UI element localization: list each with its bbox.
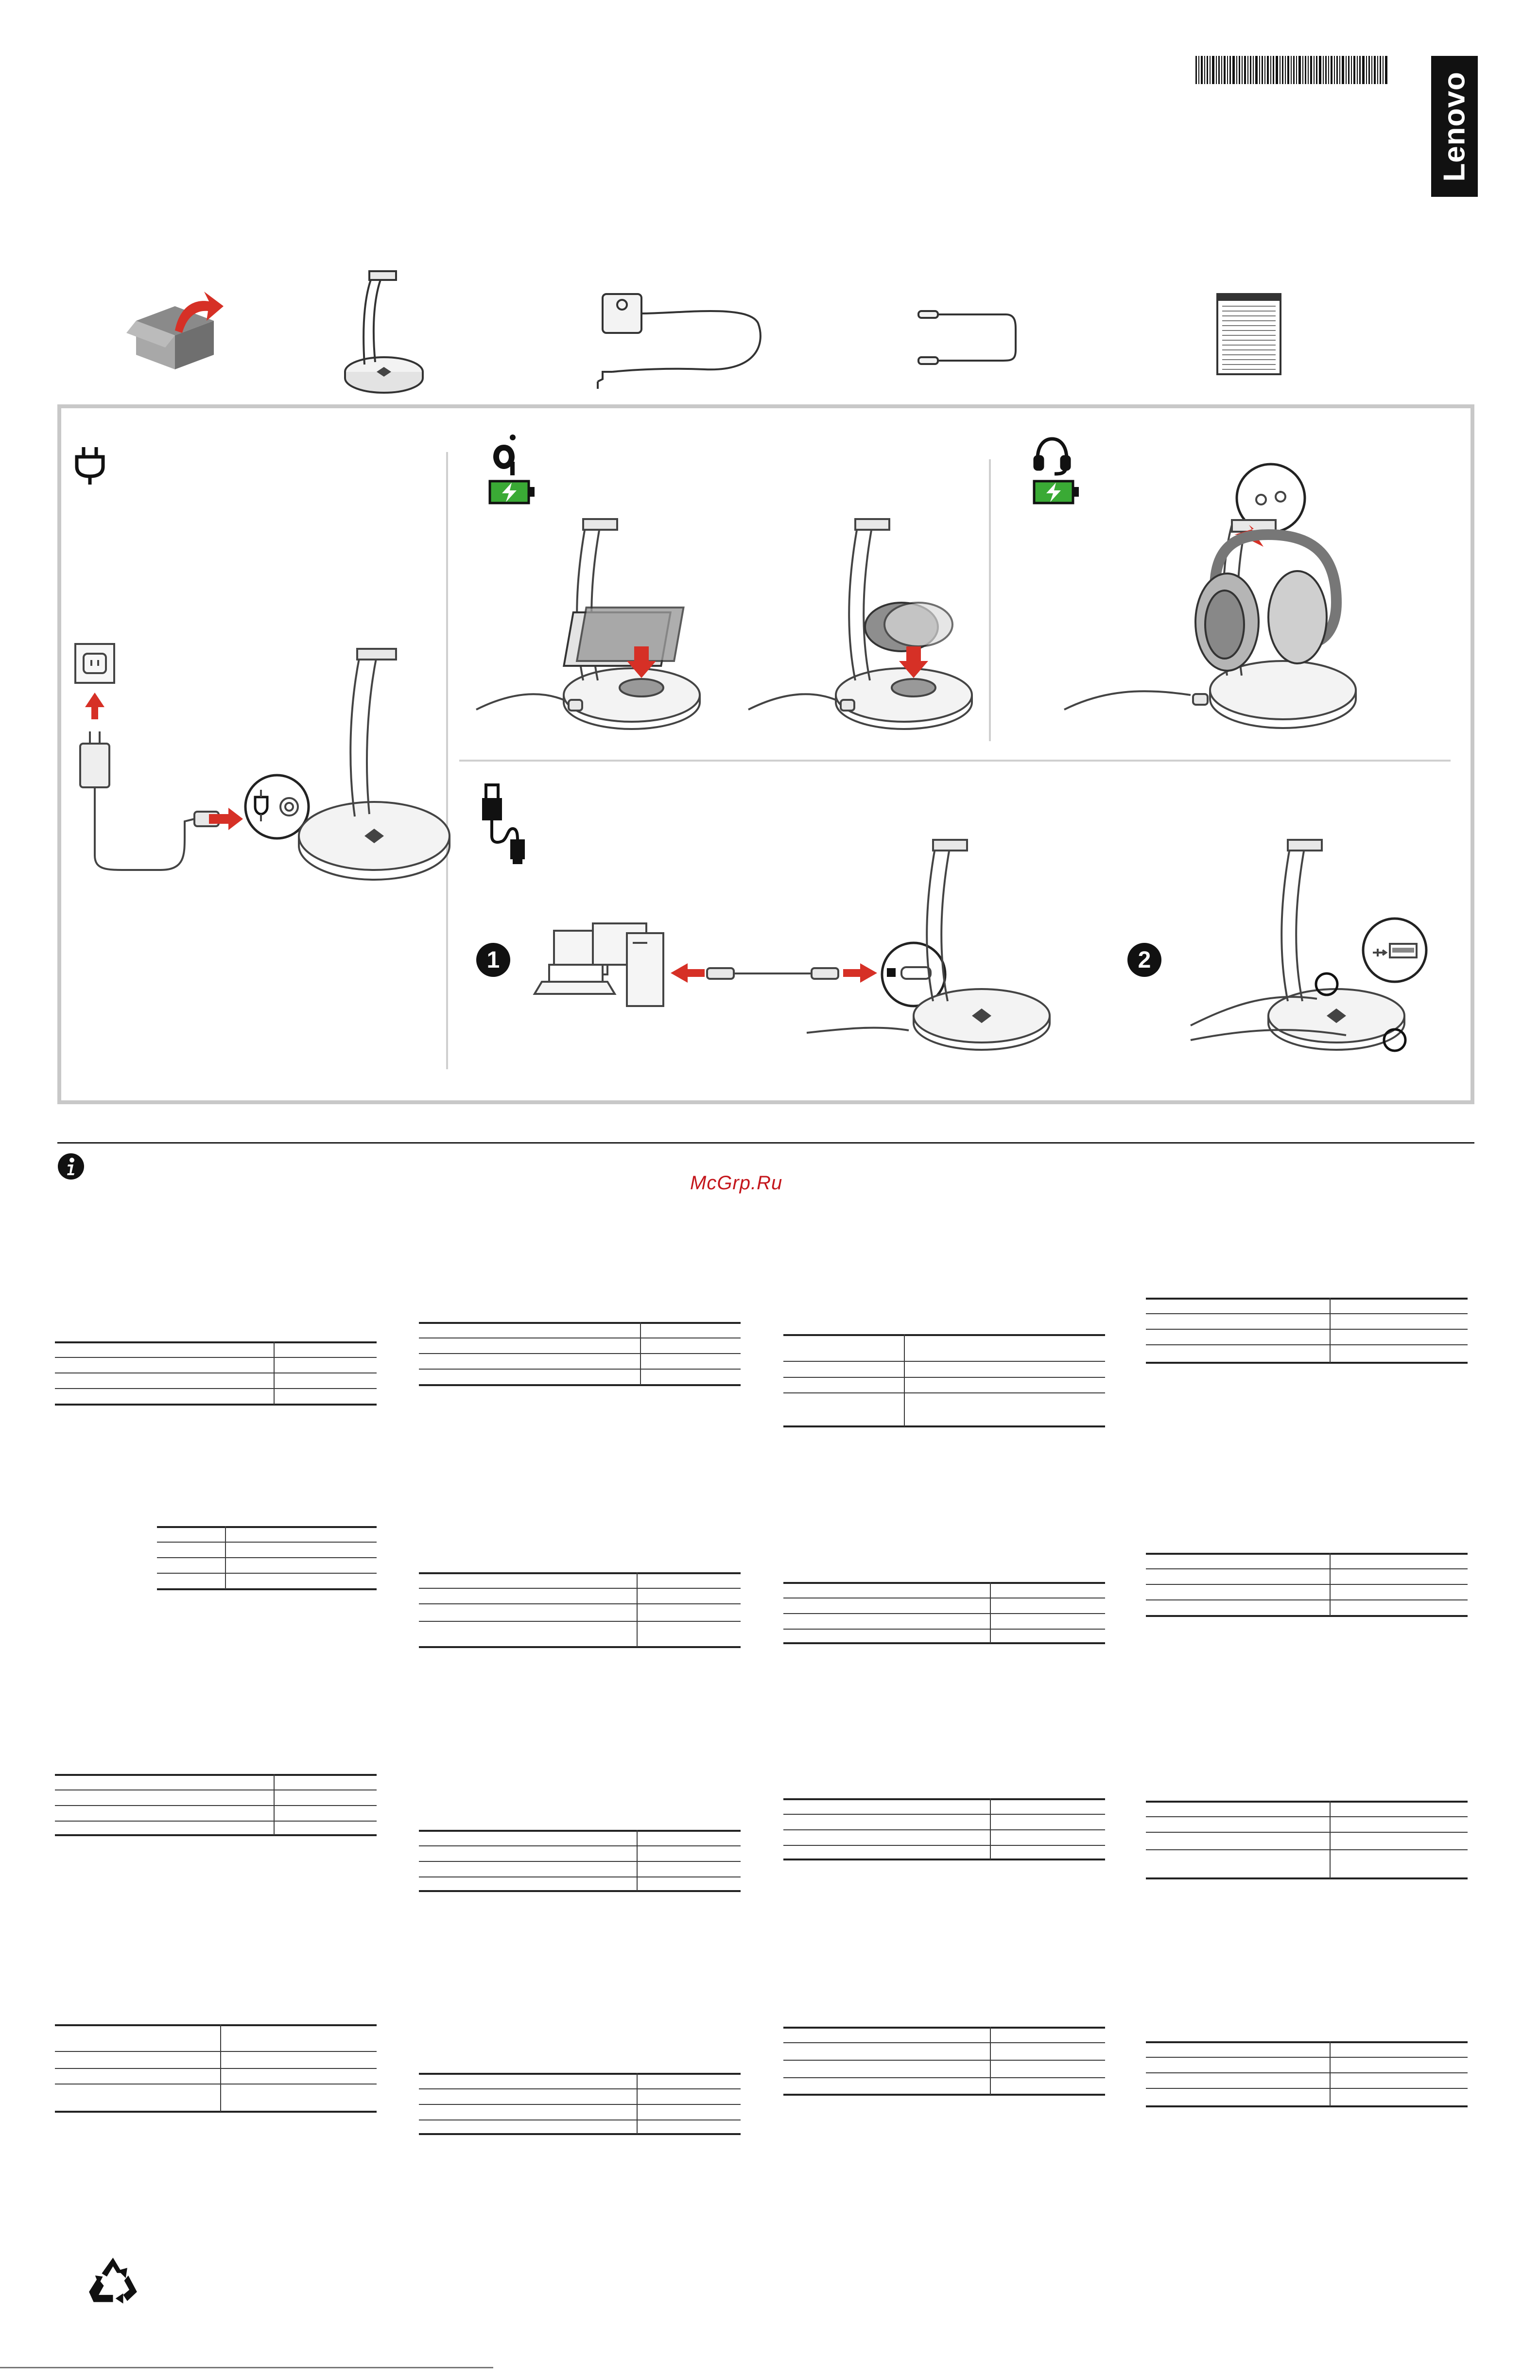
- documentation-icon: [1215, 292, 1283, 377]
- lenovo-logo: Lenovo: [1431, 56, 1478, 197]
- power-plug-icon: [73, 445, 107, 486]
- table: [783, 1334, 1105, 1429]
- section-divider: [459, 760, 1451, 762]
- usb-connection-illustration: [520, 836, 1084, 1055]
- table: [783, 1798, 1105, 1861]
- charging-stand-icon: [335, 267, 433, 394]
- barcode: [1195, 56, 1387, 84]
- qi-wireless-charging-icon: [491, 433, 518, 476]
- watermark: McGrp.Ru: [690, 1172, 783, 1194]
- usb-cable-icon: [481, 782, 525, 863]
- table: [1146, 1801, 1468, 1881]
- step-2-badge: 2: [1127, 943, 1161, 977]
- wireless-charging-illustration: [476, 515, 991, 748]
- table: [55, 1774, 377, 1837]
- recycle-icon: [87, 2255, 138, 2306]
- table: [419, 1322, 741, 1388]
- table: [55, 1341, 377, 1409]
- power-adapter-icon: [583, 279, 768, 389]
- table: [1146, 2041, 1468, 2109]
- usb-port-illustration: [1191, 836, 1443, 1055]
- open-box-icon: [126, 287, 224, 374]
- power-connection-illustration: [73, 642, 452, 914]
- step-1-badge: 1: [476, 943, 510, 977]
- table: [1146, 1553, 1468, 1618]
- footer-line: [0, 2367, 493, 2368]
- table: [419, 1830, 741, 1893]
- usb-c-cable-icon: [914, 301, 1025, 374]
- table: [419, 1572, 741, 1650]
- table: [783, 2027, 1105, 2097]
- battery-charging-icon: [488, 479, 537, 505]
- section-rule: [57, 1142, 1474, 1144]
- headset-stand-illustration: [1064, 462, 1443, 744]
- info-icon: [57, 1153, 85, 1180]
- table: [783, 1582, 1105, 1645]
- table: [1146, 1298, 1468, 1366]
- table: [157, 1526, 377, 1592]
- table: [419, 2073, 741, 2136]
- table: [55, 2024, 377, 2114]
